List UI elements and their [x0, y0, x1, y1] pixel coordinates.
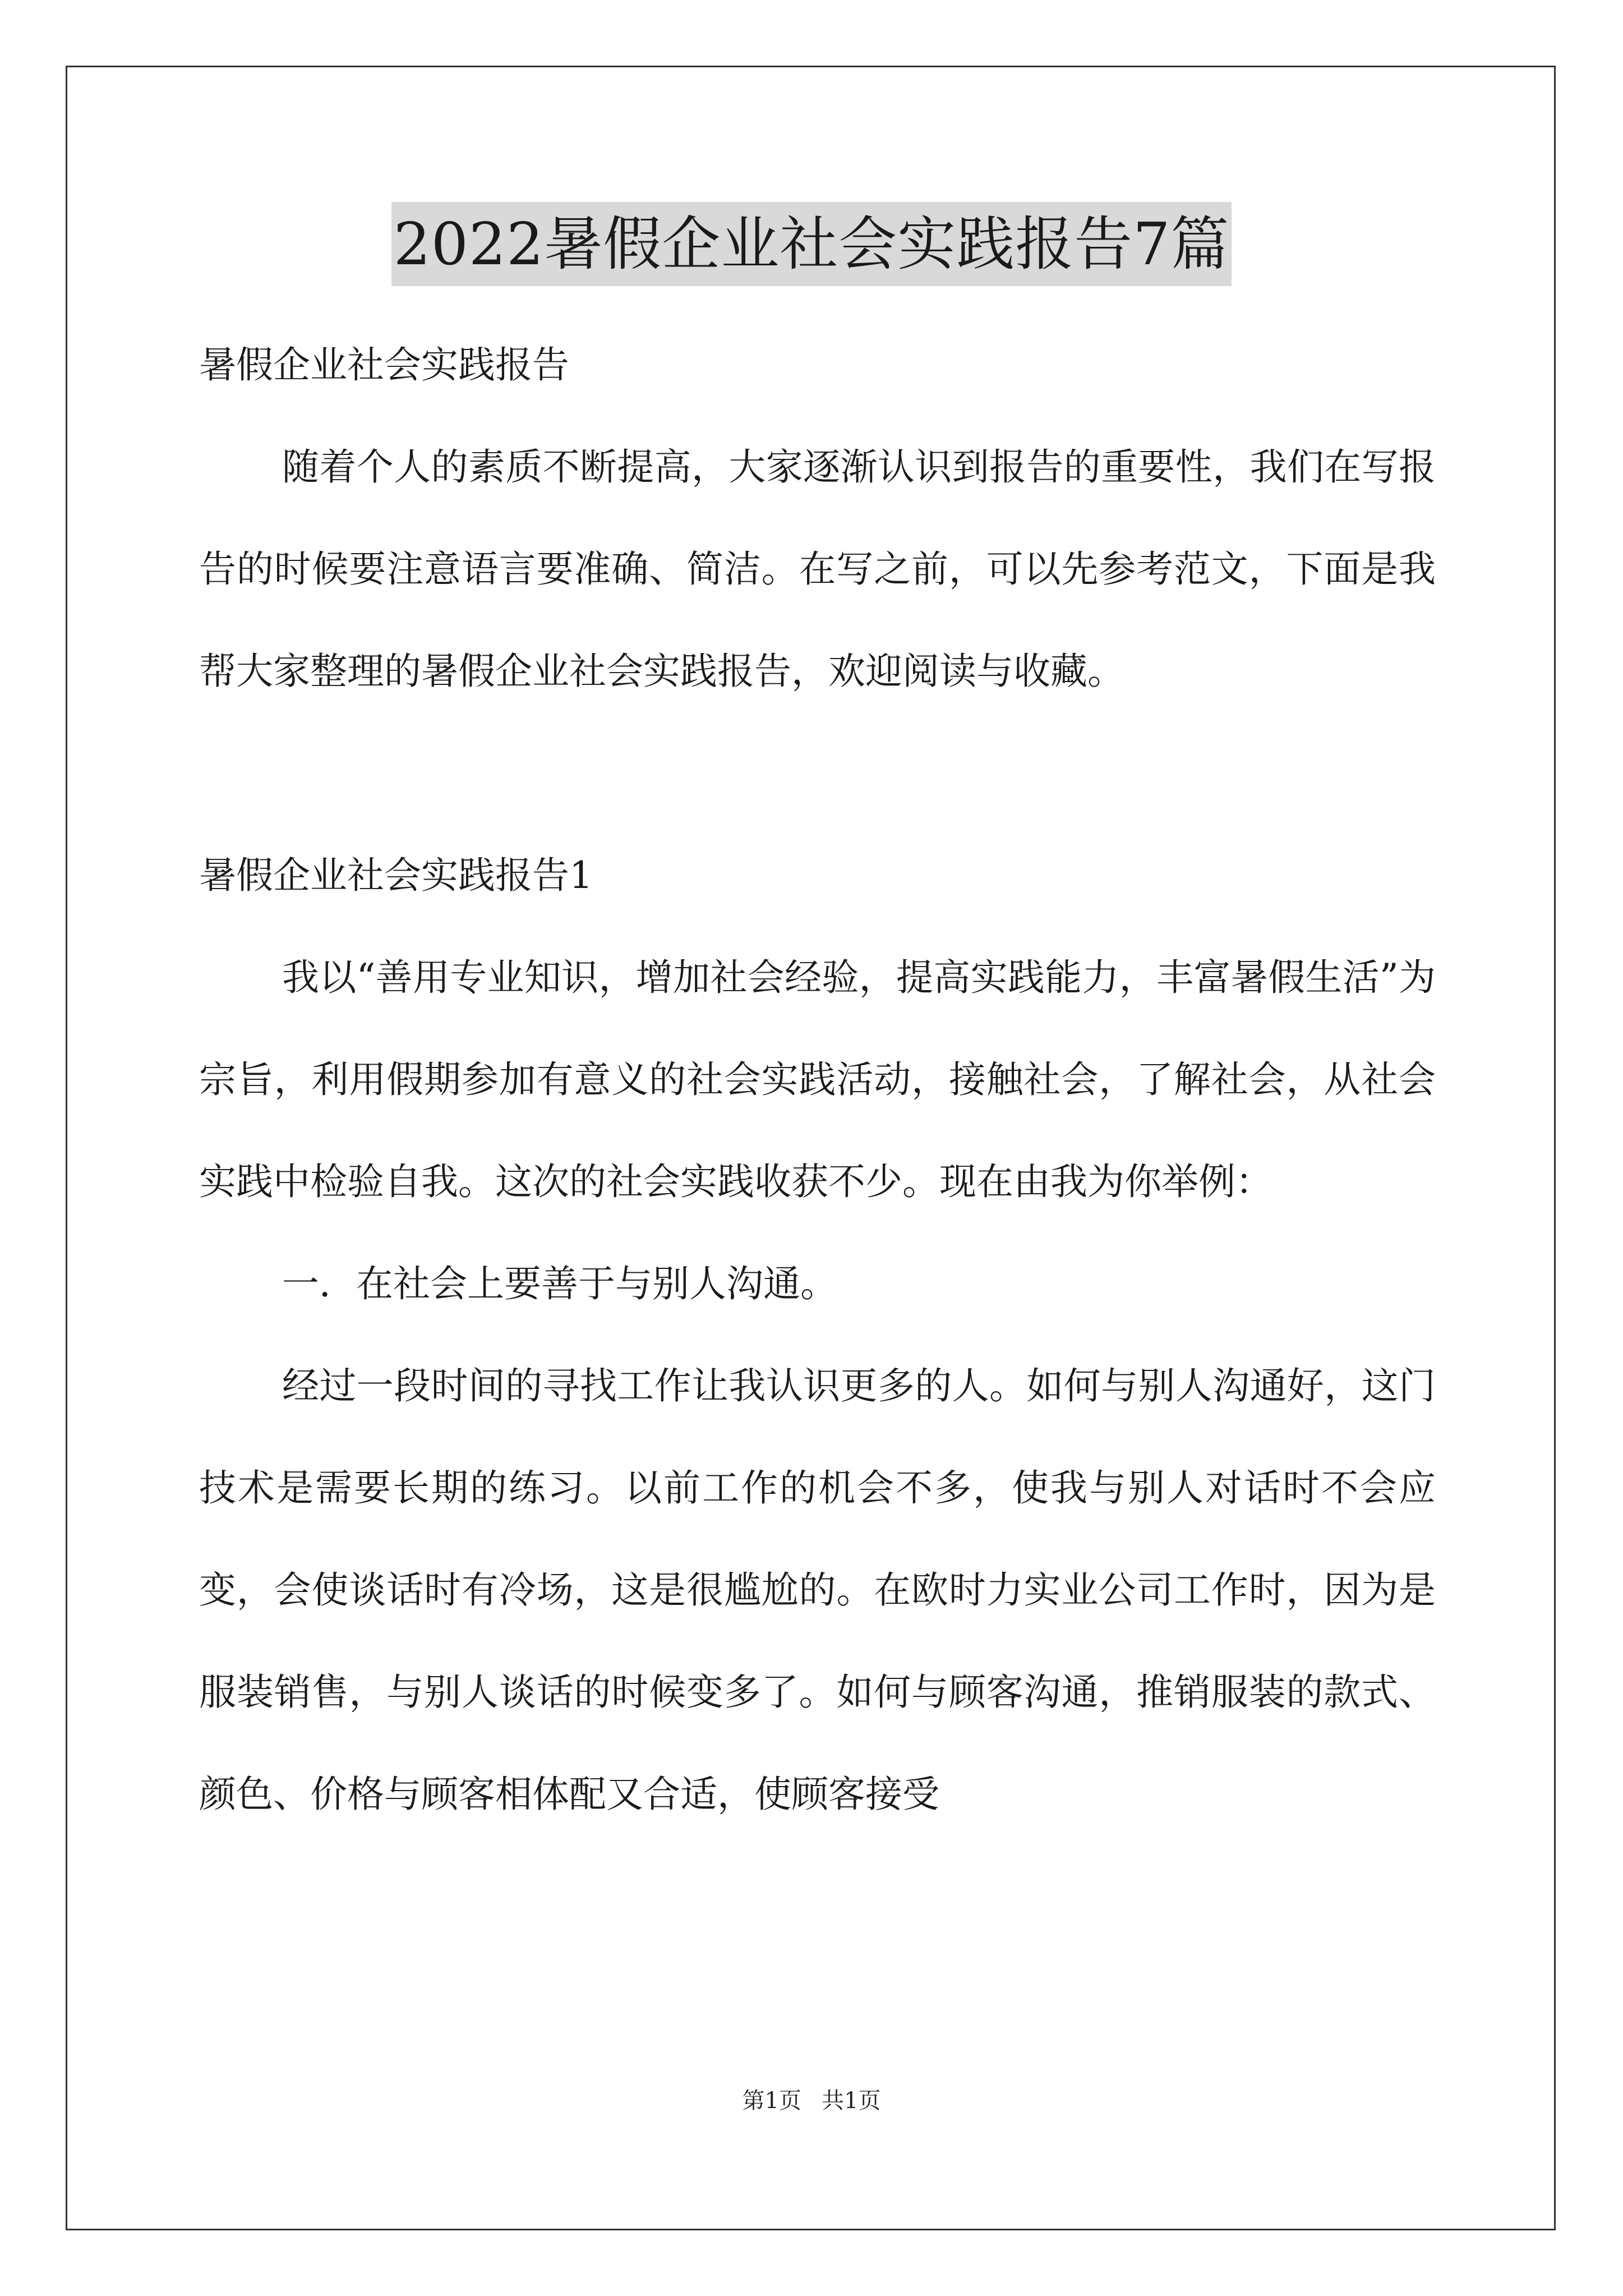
page-number: 第1页 — [742, 2088, 801, 2114]
page-total: 共1页 — [822, 2088, 881, 2114]
title-container — [0, 202, 1623, 286]
intro-heading: 暑假企业社会实践报告 — [199, 343, 569, 386]
document-body — [199, 314, 1436, 1846]
page-footer — [0, 2084, 1623, 2118]
body-paragraph: 一．在社会上要善于与别人沟通。 — [282, 1262, 837, 1305]
section-heading: 暑假企业社会实践报告1 — [199, 854, 593, 897]
body-paragraph: 我以“善用专业知识，增加社会经验，提高实践能力，丰富暑假生活”为宗旨，利用假期参加有意义的社会实践活动，接触社会，了解社会，从社会实践中检验自我。这次的社会实践收获不少。现在由我为你举例： — [199, 956, 1436, 1203]
body-paragraph: 经过一段时间的寻找工作让我认识更多的人。如何与别人沟通好，这门技术是需要长期的练习。以前工作的机会不多，使我与别人对话时不会应变，会使谈话时有冷场，这是很尴尬的。在欧时力实业公司工作时，因为是服装销售，与别人谈话的时候变多了。如何与顾客沟通，推销服装的款式、颜色、价格与顾客相体配又合适，使顾客接受 — [199, 1364, 1436, 1816]
document-title: 2022暑假企业社会实践报告7篇 — [391, 202, 1232, 286]
intro-paragraph: 随着个人的素质不断提高，大家逐渐认识到报告的重要性，我们在写报告的时候要注意语言要准确、简洁。在写之前，可以先参考范文，下面是我帮大家整理的暑假企业社会实践报告，欢迎阅读与收藏。 — [199, 445, 1436, 693]
